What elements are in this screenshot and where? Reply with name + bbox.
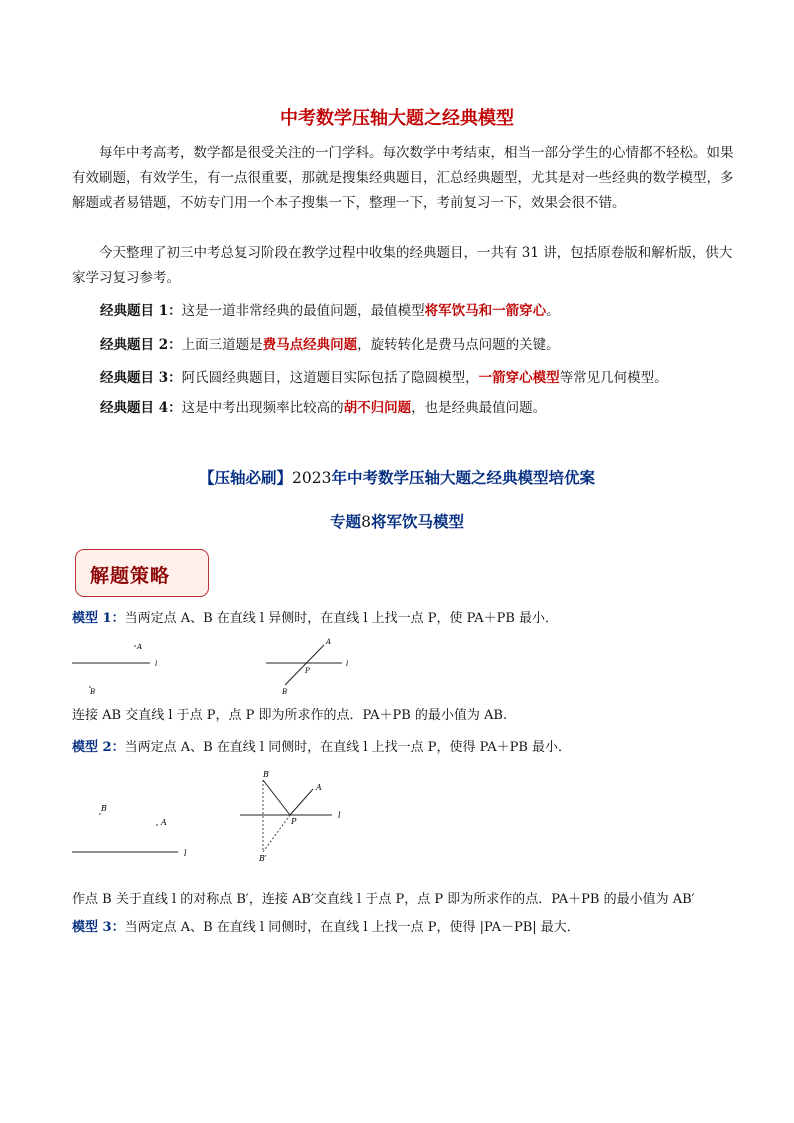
model-2-figure [60, 766, 360, 866]
label-l-2: l [338, 811, 341, 820]
label-A: A [161, 818, 167, 827]
label-A: A [137, 643, 143, 651]
label-A-2: A [316, 783, 322, 792]
label-B-2: B [282, 688, 288, 696]
point-A [156, 824, 158, 826]
page-title: 中考数学压轴大题之经典模型 [280, 108, 514, 129]
point-A [134, 645, 136, 647]
segment-BpP [263, 815, 290, 852]
label-A-2: A [326, 638, 332, 646]
model-1-statement: 模型 1：当两定点 A、B 在直线 l 异侧时，在直线 l 上找一点 P，使 PA＋PB 最小． [72, 611, 559, 626]
classic-item-4: 经典题目 4：这是中考出现频率比较高的胡不归问题，也是经典最值问题。 [100, 400, 547, 416]
classic-item-1: 经典题目 1：这是一道非常经典的最值问题，最值模型将军饮马和一箭穿心。 [100, 303, 560, 319]
course-header: 【压轴必刷】2023年中考数学压轴大题之经典模型培优案 [199, 468, 595, 487]
point-B [99, 813, 101, 815]
strategy-badge: 解题策略 [75, 549, 209, 597]
model-1-conclusion: 连接 AB 交直线 l 于点 P，点 P 即为所求作的点．PA＋PB 的最小值为 AB. [72, 708, 508, 723]
label-B-2: B [263, 770, 269, 779]
intro-paragraph-2: 今天整理了初三中考总复习阶段在教学过程中收集的经典题目，一共有 31 讲，包括原卷版和解析版，供大家学习复习参考。 [72, 245, 733, 286]
label-l: l [155, 660, 158, 668]
model-1-figure [60, 632, 380, 702]
label-B: B [101, 804, 107, 813]
model-3-statement: 模型 3：当两定点 A、B 在直线 l 同侧时，在直线 l 上找一点 P，使得 |PA－PB| 最大． [72, 920, 580, 935]
model-2-statement: 模型 2：当两定点 A、B 在直线 l 同侧时，在直线 l 上找一点 P，使得 PA＋PB 最小． [72, 740, 572, 755]
label-P: P [305, 667, 310, 675]
segment-BP [263, 780, 290, 815]
label-B-prime: B′ [259, 854, 267, 863]
topic-header: 专题8将军饮马模型 [330, 512, 464, 531]
label-l-2: l [346, 660, 349, 668]
label-B: B [90, 688, 96, 696]
segment-AB [285, 645, 324, 685]
intro-paragraph-1: 每年中考高考，数学都是很受关注的一门学科。每次数学中考结束，相当一部分学生的心情都不轻松。如果有效刷题，有效学生，有一点很重要，那就是搜集经典题目，汇总经典题型，尤其是对一些经典的数学模型，多解题或者易错题，不妨专门用一个本子搜集一下，整理一下，考前复习一下，效果会很不错。 [72, 145, 734, 211]
classic-item-2: 经典题目 2：上面三道题是费马点经典问题，旋转转化是费马点问题的关键。 [100, 337, 560, 353]
model-2-conclusion: 作点 B 关于直线 l 的对称点 B′，连接 AB′交直线 l 于点 P，点 P 即为所求作的点．PA＋PB 的最小值为 AB′ [72, 892, 695, 907]
classic-item-3: 经典题目 3：阿氏圆经典题目，这道题目实际包括了隐圆模型，一箭穿心模型等常见几何模型。 [100, 370, 668, 386]
segment-PA [290, 789, 313, 815]
label-l: l [184, 849, 187, 858]
label-P: P [291, 817, 297, 826]
